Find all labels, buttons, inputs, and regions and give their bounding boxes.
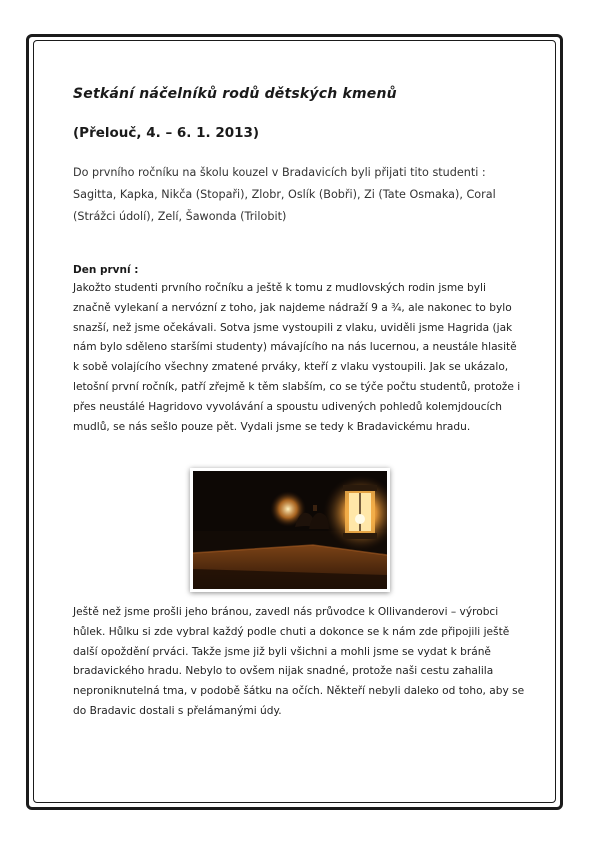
document-title: Setkání náčelníků rodů dětských kmenů [73,86,397,102]
night-lantern-photo [190,468,390,592]
day-two-paragraph: Ještě než jsme prošli jeho bránou, zavedl nás průvodce k Ollivanderovi – výrobci hůlek. Hůlku si zde vybral každý podle chuti a dokonce se k nám zde připojili ještě další opoždění prváci. Takže jsme již byli všichni a mohli jsme se vydat k bráně bradavického hradu. Nebylo to ovšem nijak snadné, protože naši cestu zahalila neproniknutelná tma, v podobě šátku na očích. Někteří nebyli daleko od toho, aby se do Bradavic dostali s přelámanými údy. [73,606,525,717]
intro-paragraph: Do prvního ročníku na školu kouzel v Bradavicích byli přijati tito studenti : Sagitta, Kapka, Nikča (Stopaři), Zlobr, Oslík (Bobři), Zi (Tate Osmaka), Coral (Strážci údolí), Zelí, Šawonda (Trilobit) [73,166,496,223]
day-one-paragraph: Jakožto studenti prvního ročníku a ještě k tomu z mudlovských rodin jsme byli značně vylekaní a nervózní z toho, jak najdeme nádraží 9 a ¾, ale nakonec to bylo snazší, než jsme očekávali. Sotva jsme vystoupili z vlaku, uviděli jsme Hagrida (jak nám bylo sděleno staršími studenty) mávajícího na nás lucernou, a neustále hlasitě k sobě volajícího všechny zmatené prváky, kteří z vlaku vystoupili. Jak se ukázalo, letošní první ročník, patří zřejmě k těm slabším, co se týče počtu studentů, protože i přes neustálé Hagridovo vyvolávání a spoustu udivených pohledů kolemjdoucích mudlů, se nás sešlo pouze pět. Vydali jsme se tedy k Bradavickému hradu. [73,282,521,433]
photo-image [193,471,387,589]
document-subtitle: (Přelouč, 4. – 6. 1. 2013) [73,125,260,141]
section-label-day-one: Den první : [73,264,139,276]
